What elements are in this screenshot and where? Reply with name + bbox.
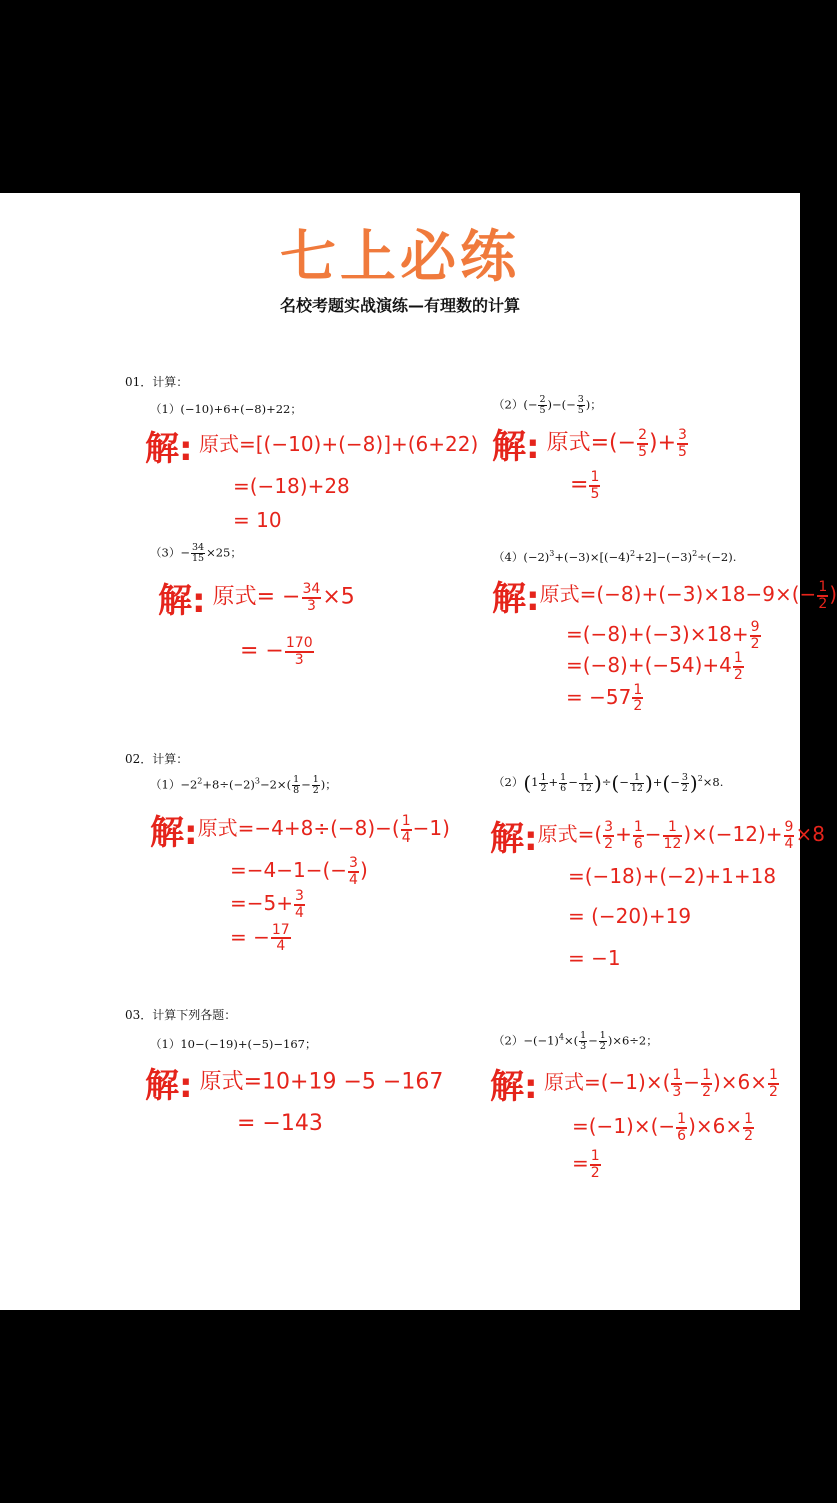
math-text: = (−20)+19: [568, 904, 692, 928]
problem-label: （1）: [150, 402, 181, 416]
math-text: +2]−(−3): [635, 550, 693, 564]
fraction: [743, 1112, 754, 1143]
solution-marker: 解:: [492, 579, 540, 619]
math-text: [490, 811, 825, 860]
math-text: =−5+: [230, 891, 293, 916]
fraction: [312, 775, 320, 796]
fraction-numerator: 9: [750, 619, 760, 635]
math-text: −: [619, 775, 629, 789]
math-text: +: [548, 775, 559, 789]
math-text: )；: [320, 777, 337, 792]
solution-1-3: [158, 573, 355, 667]
fraction: [633, 820, 644, 851]
solution-marker: 解:: [492, 427, 540, 467]
math-text: 原式: [199, 1069, 244, 1095]
math-text: ÷: [601, 775, 612, 789]
math-text: = −: [240, 638, 284, 664]
math-text: 原式: [543, 1070, 584, 1094]
math-text: ÷(−2).: [697, 550, 737, 564]
problem-2-2: （2）(1 $\frac{1}{2}$ + $\frac{1}{6}$ − $\frac{1}{12}$ )÷(− $\frac{1}{12}$ )+(− $\frac{3}{2}$ )$^2$×8.: [493, 771, 724, 795]
math-text: +8÷(−2): [202, 777, 255, 792]
fraction: [676, 1112, 687, 1143]
section-3-label: 03．计算下列各题：: [125, 1008, 237, 1022]
fraction-denominator: 2: [312, 784, 319, 796]
exponent: 2: [197, 776, 203, 786]
math-text: （2）: [493, 775, 524, 789]
math-text: [150, 805, 450, 854]
fraction-denominator: 6: [677, 1127, 687, 1144]
fraction-numerator: 1: [630, 773, 644, 784]
fraction-denominator: 4: [276, 938, 286, 955]
math-text: 10−(−19)+(−5)−167；: [180, 1037, 317, 1051]
fraction-denominator: 2: [818, 595, 828, 612]
fraction-denominator: 8: [293, 784, 300, 796]
problem-1-4: [493, 549, 736, 565]
fraction-numerator: 3: [349, 855, 358, 871]
fraction-numerator: 1: [312, 774, 319, 785]
fraction-numerator: 1: [580, 1030, 587, 1041]
fraction-numerator: 170: [285, 635, 313, 651]
fraction: [817, 580, 828, 611]
fraction-numerator: 3: [681, 771, 688, 783]
fraction: [671, 1068, 682, 1099]
fraction-numerator: 3: [577, 394, 584, 405]
fraction-numerator: 1: [579, 773, 593, 784]
parenthesis: (: [523, 771, 532, 795]
math-text: [158, 573, 355, 622]
math-text: 原式: [546, 430, 591, 456]
math-text: [572, 1112, 780, 1143]
math-text: ×8.: [702, 775, 724, 789]
fraction-numerator: 1: [560, 771, 567, 783]
fraction-denominator: 2: [769, 1083, 778, 1100]
math-text: （1）: [150, 1037, 181, 1051]
solution-marker: 解:: [490, 1067, 538, 1107]
fraction: [401, 814, 412, 845]
math-text: −: [644, 822, 662, 846]
math-text: [240, 636, 355, 667]
problem-3-1: [150, 1036, 317, 1052]
fraction-denominator: 2: [590, 1165, 600, 1182]
fraction-denominator: 12: [663, 835, 682, 852]
math-text: = −: [230, 924, 270, 949]
fraction-numerator: 3: [604, 818, 614, 835]
exponent: 3: [254, 776, 260, 786]
solution-marker: 解:: [490, 819, 538, 859]
fraction: [701, 1068, 712, 1099]
exponent: 2: [697, 774, 703, 784]
math-text: 原式: [539, 582, 580, 606]
math-text: （2）: [493, 1033, 524, 1048]
fraction-denominator: 5: [539, 404, 546, 416]
fraction-numerator: 1: [401, 812, 411, 829]
fraction: [294, 889, 305, 920]
math-text: 原式: [537, 822, 578, 846]
math-text: )×6÷2；: [607, 1033, 658, 1048]
solution-3-1: [145, 1058, 443, 1136]
fraction-denominator: 3: [580, 1040, 587, 1052]
math-text: (−: [523, 397, 538, 412]
math-text: （1）: [150, 777, 181, 792]
fraction-denominator: 4: [401, 829, 411, 846]
fraction: [559, 773, 567, 794]
fraction-denominator: 4: [349, 871, 358, 888]
math-text: [570, 470, 689, 501]
solution-2-2: [490, 811, 825, 970]
math-text: )；: [585, 397, 602, 412]
math-text: −: [568, 775, 578, 789]
fraction: [637, 428, 648, 459]
fraction: [632, 683, 643, 714]
exponent: 2: [629, 549, 636, 559]
problem-2-1: [150, 775, 337, 796]
math-text: （3）: [150, 545, 181, 560]
fraction-denominator: 5: [577, 404, 584, 416]
parenthesis: (: [662, 771, 671, 795]
fraction-numerator: 1: [599, 1030, 606, 1041]
fraction-denominator: 4: [784, 835, 794, 852]
exponent: 2: [692, 549, 698, 559]
fraction: [733, 651, 744, 682]
fraction: [768, 1068, 779, 1099]
fraction: [191, 543, 205, 564]
fraction-denominator: 2: [681, 782, 688, 794]
fraction-numerator: 3: [678, 426, 687, 443]
fraction-denominator: 6: [633, 835, 643, 852]
math-text: +(−3)×[(−4): [554, 550, 630, 564]
solution-start: 原式: [198, 432, 239, 456]
fraction-denominator: 12: [630, 782, 643, 794]
math-text: =(−1)×(: [583, 1070, 671, 1094]
math-text: =(: [577, 822, 603, 846]
fraction: [539, 773, 547, 794]
math-text: )×6×: [688, 1114, 743, 1139]
math-text: =−4+8÷(−8)−(: [237, 816, 400, 840]
problem-expr: (−10)+6+(−8)+22；: [180, 402, 302, 416]
exponent: 3: [549, 549, 555, 559]
math-text: (−2): [523, 550, 550, 564]
math-text: =: [572, 1151, 589, 1176]
math-text: [566, 683, 837, 714]
math-text: （2）: [493, 397, 524, 412]
problem-1-1: [150, 401, 302, 417]
parenthesis: (: [611, 771, 620, 795]
math-text: −: [588, 1033, 598, 1048]
math-text: =: [570, 472, 589, 498]
solution-2-1: [150, 805, 450, 954]
fraction-denominator: 12: [579, 782, 592, 794]
fraction-numerator: 34: [302, 580, 321, 597]
math-text: =(−18)+(−2)+1+18: [568, 864, 777, 888]
math-text: [572, 1149, 780, 1180]
worksheet-page: [0, 193, 837, 1310]
math-text: =−4−1−(−: [230, 858, 348, 883]
fraction: [603, 820, 614, 851]
fraction: [577, 395, 585, 416]
fraction: [348, 856, 359, 887]
math-text: [145, 1058, 443, 1107]
math-text: )+: [649, 430, 677, 456]
solution-marker: 解:: [145, 429, 193, 469]
fraction: [599, 1031, 607, 1052]
fraction-denominator: 2: [633, 698, 643, 715]
fraction-numerator: 1: [677, 1111, 687, 1127]
parenthesis: ): [644, 771, 653, 795]
fraction-denominator: 5: [590, 485, 600, 502]
fraction: [292, 775, 300, 796]
math-text: =(−8)+(−3)×18+: [566, 622, 749, 647]
fraction-denominator: 2: [702, 1083, 711, 1100]
fraction-numerator: 1: [733, 650, 743, 667]
math-text: ×8: [795, 822, 825, 846]
exponent: 4: [558, 1032, 564, 1042]
fraction-numerator: 2: [539, 394, 546, 405]
math-text: [230, 856, 450, 887]
fraction-denominator: 3: [294, 651, 304, 668]
fraction-denominator: 2: [744, 1127, 754, 1144]
parenthesis: ): [593, 771, 602, 795]
fraction: [663, 820, 683, 851]
fraction: [784, 820, 795, 851]
problem-3-2: [493, 1031, 658, 1052]
math-text: =(−: [590, 430, 637, 456]
math-text: 1: [531, 775, 539, 789]
fraction-numerator: 1: [590, 469, 600, 485]
fraction-denominator: 4: [295, 905, 304, 922]
math-text: =10+19 −5 −167: [243, 1069, 444, 1095]
fraction: [302, 582, 322, 613]
solution-marker: 解:: [145, 1066, 193, 1106]
fraction-denominator: 5: [638, 443, 647, 460]
math-text: [492, 419, 689, 468]
fraction-numerator: 17: [271, 921, 290, 938]
fraction-numerator: 2: [638, 426, 647, 443]
fraction-denominator: 15: [191, 552, 205, 564]
problem-1-2: [493, 395, 602, 416]
section-2-label: 02．计算：: [125, 752, 189, 766]
fraction-numerator: 1: [633, 681, 643, 698]
fraction: [750, 620, 761, 651]
math-text: )×(−12)+: [683, 822, 783, 846]
fraction-numerator: 3: [295, 888, 304, 905]
math-text: −(−1): [523, 1033, 559, 1048]
solution-step: =(−18)+28: [233, 474, 350, 498]
fraction-numerator: 1: [540, 771, 547, 783]
math-text: )×6×: [712, 1070, 768, 1094]
fraction-numerator: 1: [769, 1066, 778, 1083]
math-text: ): [359, 858, 368, 883]
fraction-numerator: 1: [672, 1066, 682, 1083]
math-text: +: [615, 822, 632, 846]
solution-1-2: [492, 419, 689, 501]
fraction: [589, 470, 600, 501]
fraction-numerator: 1: [293, 774, 300, 785]
fraction-denominator: 3: [672, 1083, 682, 1100]
math-text: 原式: [197, 816, 238, 840]
math-text: [230, 889, 450, 920]
fraction-denominator: 2: [599, 1040, 606, 1052]
fraction-numerator: 1: [818, 578, 828, 595]
fraction: [590, 1149, 601, 1180]
page-subtitle: 名校考题实战演练—有理数的计算: [279, 296, 520, 315]
math-text: −: [301, 777, 311, 792]
fraction-denominator: 2: [733, 667, 743, 684]
math-text: =(−8)+(−3)×18−9×(−: [579, 582, 817, 606]
fraction: [271, 923, 291, 954]
fraction-numerator: 1: [702, 1066, 711, 1083]
math-text: −2: [180, 777, 198, 792]
solution-step: = 10: [233, 508, 282, 532]
math-text: ×5: [322, 584, 355, 610]
math-text: [492, 571, 837, 620]
math-text: [566, 620, 837, 651]
fraction: [677, 428, 688, 459]
fraction-denominator: 2: [604, 835, 614, 852]
fraction-numerator: 34: [191, 542, 205, 553]
fraction-numerator: 1: [744, 1111, 754, 1127]
math-text: 原式: [212, 584, 257, 610]
solution-marker: 解:: [150, 813, 198, 853]
fraction: [579, 1031, 587, 1052]
math-text: −2×(: [259, 777, 292, 792]
solution-1-1: [145, 421, 478, 532]
solution-3-2: [490, 1059, 780, 1181]
math-text: ): [829, 582, 837, 606]
fraction-numerator: 1: [590, 1148, 600, 1165]
fraction-denominator: 3: [306, 597, 316, 614]
math-text: = −1: [568, 946, 621, 970]
math-text: ×(: [563, 1033, 579, 1048]
section-1-label: 01．计算：: [125, 375, 189, 389]
math-text: [490, 1059, 780, 1108]
fraction: [538, 395, 546, 416]
math-text: [145, 421, 478, 470]
fraction-denominator: 2: [540, 782, 547, 794]
fraction: [630, 773, 644, 794]
fraction-numerator: 9: [784, 818, 794, 835]
fraction: [681, 773, 689, 794]
problem-1-3: [150, 543, 242, 564]
math-text: )−(−: [547, 397, 576, 412]
math-text: −: [180, 545, 190, 560]
math-text: −: [683, 1070, 701, 1094]
math-text: （4）: [493, 550, 524, 564]
fraction-numerator: 1: [663, 820, 683, 837]
fraction: [579, 773, 593, 794]
math-text: ×25；: [206, 545, 242, 560]
page-title: 七上必练: [280, 225, 520, 290]
math-text: =(−1)×(−: [572, 1114, 676, 1139]
math-text: = −: [256, 584, 301, 610]
fraction: [285, 636, 314, 667]
fraction-denominator: 2: [750, 635, 760, 652]
fraction-numerator: 1: [633, 818, 643, 835]
fraction-denominator: 6: [560, 782, 567, 794]
parenthesis: ): [689, 771, 698, 795]
math-text: = −57: [566, 684, 632, 709]
math-text: = −143: [237, 1111, 323, 1136]
math-text: [566, 651, 837, 682]
math-text: =(−8)+(−54)+4: [566, 653, 732, 678]
solution-1-4: [492, 571, 837, 714]
math-text: −1): [412, 816, 450, 840]
solution-marker: 解:: [158, 581, 206, 621]
solution-step: =[(−10)+(−8)]+(6+22): [238, 432, 479, 456]
fraction-denominator: 5: [678, 443, 687, 460]
math-text: [230, 923, 450, 954]
